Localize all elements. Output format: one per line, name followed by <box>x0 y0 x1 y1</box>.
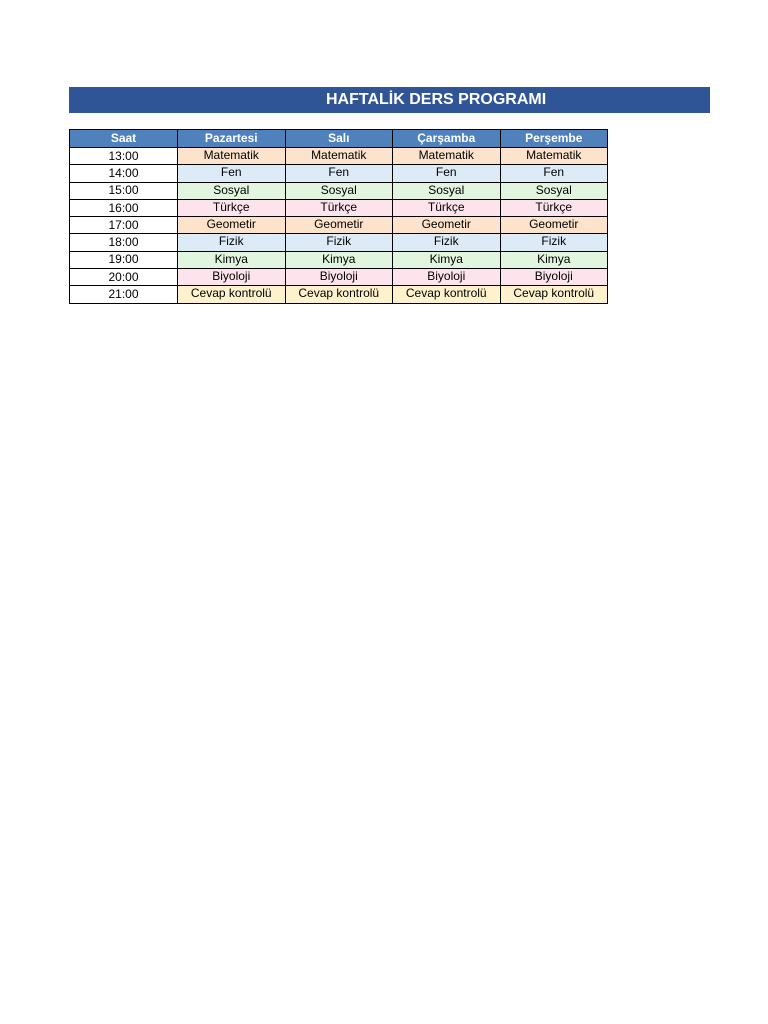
lesson-cell-thursday: Türkçe <box>500 199 608 216</box>
lesson-cell-monday: Fen <box>178 165 286 182</box>
header-time: Saat <box>70 130 178 148</box>
time-cell: 20:00 <box>70 269 178 286</box>
lesson-cell-monday: Matematik <box>178 148 286 165</box>
header-tuesday: Salı <box>285 130 393 148</box>
header-monday: Pazartesi <box>178 130 286 148</box>
table-row <box>70 165 608 182</box>
lesson-cell-thursday: Fizik <box>500 234 608 251</box>
lesson-cell-wednesday: Kimya <box>393 251 501 268</box>
time-cell: 13:00 <box>70 148 178 165</box>
lesson-cell-thursday: Sosyal <box>500 182 608 199</box>
time-cell: 19:00 <box>70 251 178 268</box>
schedule-body <box>70 148 608 304</box>
lesson-cell-wednesday: Matematik <box>393 148 501 165</box>
lesson-cell-thursday: Fen <box>500 165 608 182</box>
lesson-cell-tuesday: Türkçe <box>285 199 393 216</box>
time-cell: 17:00 <box>70 217 178 234</box>
weekly-schedule-table <box>69 129 608 304</box>
lesson-cell-thursday: Matematik <box>500 148 608 165</box>
lesson-cell-monday: Sosyal <box>178 182 286 199</box>
table-row <box>70 148 608 165</box>
lesson-cell-thursday: Geometir <box>500 217 608 234</box>
table-row <box>70 269 608 286</box>
time-cell: 15:00 <box>70 182 178 199</box>
time-cell: 21:00 <box>70 286 178 303</box>
table-row <box>70 199 608 216</box>
lesson-cell-tuesday: Geometir <box>285 217 393 234</box>
lesson-cell-tuesday: Sosyal <box>285 182 393 199</box>
table-row <box>70 251 608 268</box>
time-cell: 18:00 <box>70 234 178 251</box>
lesson-cell-thursday: Kimya <box>500 251 608 268</box>
lesson-cell-tuesday: Fen <box>285 165 393 182</box>
table-row <box>70 217 608 234</box>
lesson-cell-monday: Cevap kontrolü <box>178 286 286 303</box>
lesson-cell-monday: Fizik <box>178 234 286 251</box>
page-title: HAFTALİK DERS PROGRAMI <box>69 87 710 113</box>
lesson-cell-tuesday: Biyoloji <box>285 269 393 286</box>
lesson-cell-monday: Türkçe <box>178 199 286 216</box>
lesson-cell-tuesday: Kimya <box>285 251 393 268</box>
table-header-row <box>70 130 608 148</box>
table-row <box>70 234 608 251</box>
lesson-cell-wednesday: Biyoloji <box>393 269 501 286</box>
header-wednesday: Çarşamba <box>393 130 501 148</box>
lesson-cell-wednesday: Fen <box>393 165 501 182</box>
header-thursday: Perşembe <box>500 130 608 148</box>
lesson-cell-monday: Kimya <box>178 251 286 268</box>
lesson-cell-thursday: Cevap kontrolü <box>500 286 608 303</box>
lesson-cell-wednesday: Türkçe <box>393 199 501 216</box>
table-row <box>70 182 608 199</box>
lesson-cell-monday: Geometir <box>178 217 286 234</box>
lesson-cell-tuesday: Cevap kontrolü <box>285 286 393 303</box>
lesson-cell-wednesday: Geometir <box>393 217 501 234</box>
lesson-cell-tuesday: Matematik <box>285 148 393 165</box>
lesson-cell-monday: Biyoloji <box>178 269 286 286</box>
time-cell: 14:00 <box>70 165 178 182</box>
table-row <box>70 286 608 303</box>
lesson-cell-thursday: Biyoloji <box>500 269 608 286</box>
time-cell: 16:00 <box>70 199 178 216</box>
lesson-cell-wednesday: Cevap kontrolü <box>393 286 501 303</box>
lesson-cell-wednesday: Sosyal <box>393 182 501 199</box>
lesson-cell-tuesday: Fizik <box>285 234 393 251</box>
lesson-cell-wednesday: Fizik <box>393 234 501 251</box>
